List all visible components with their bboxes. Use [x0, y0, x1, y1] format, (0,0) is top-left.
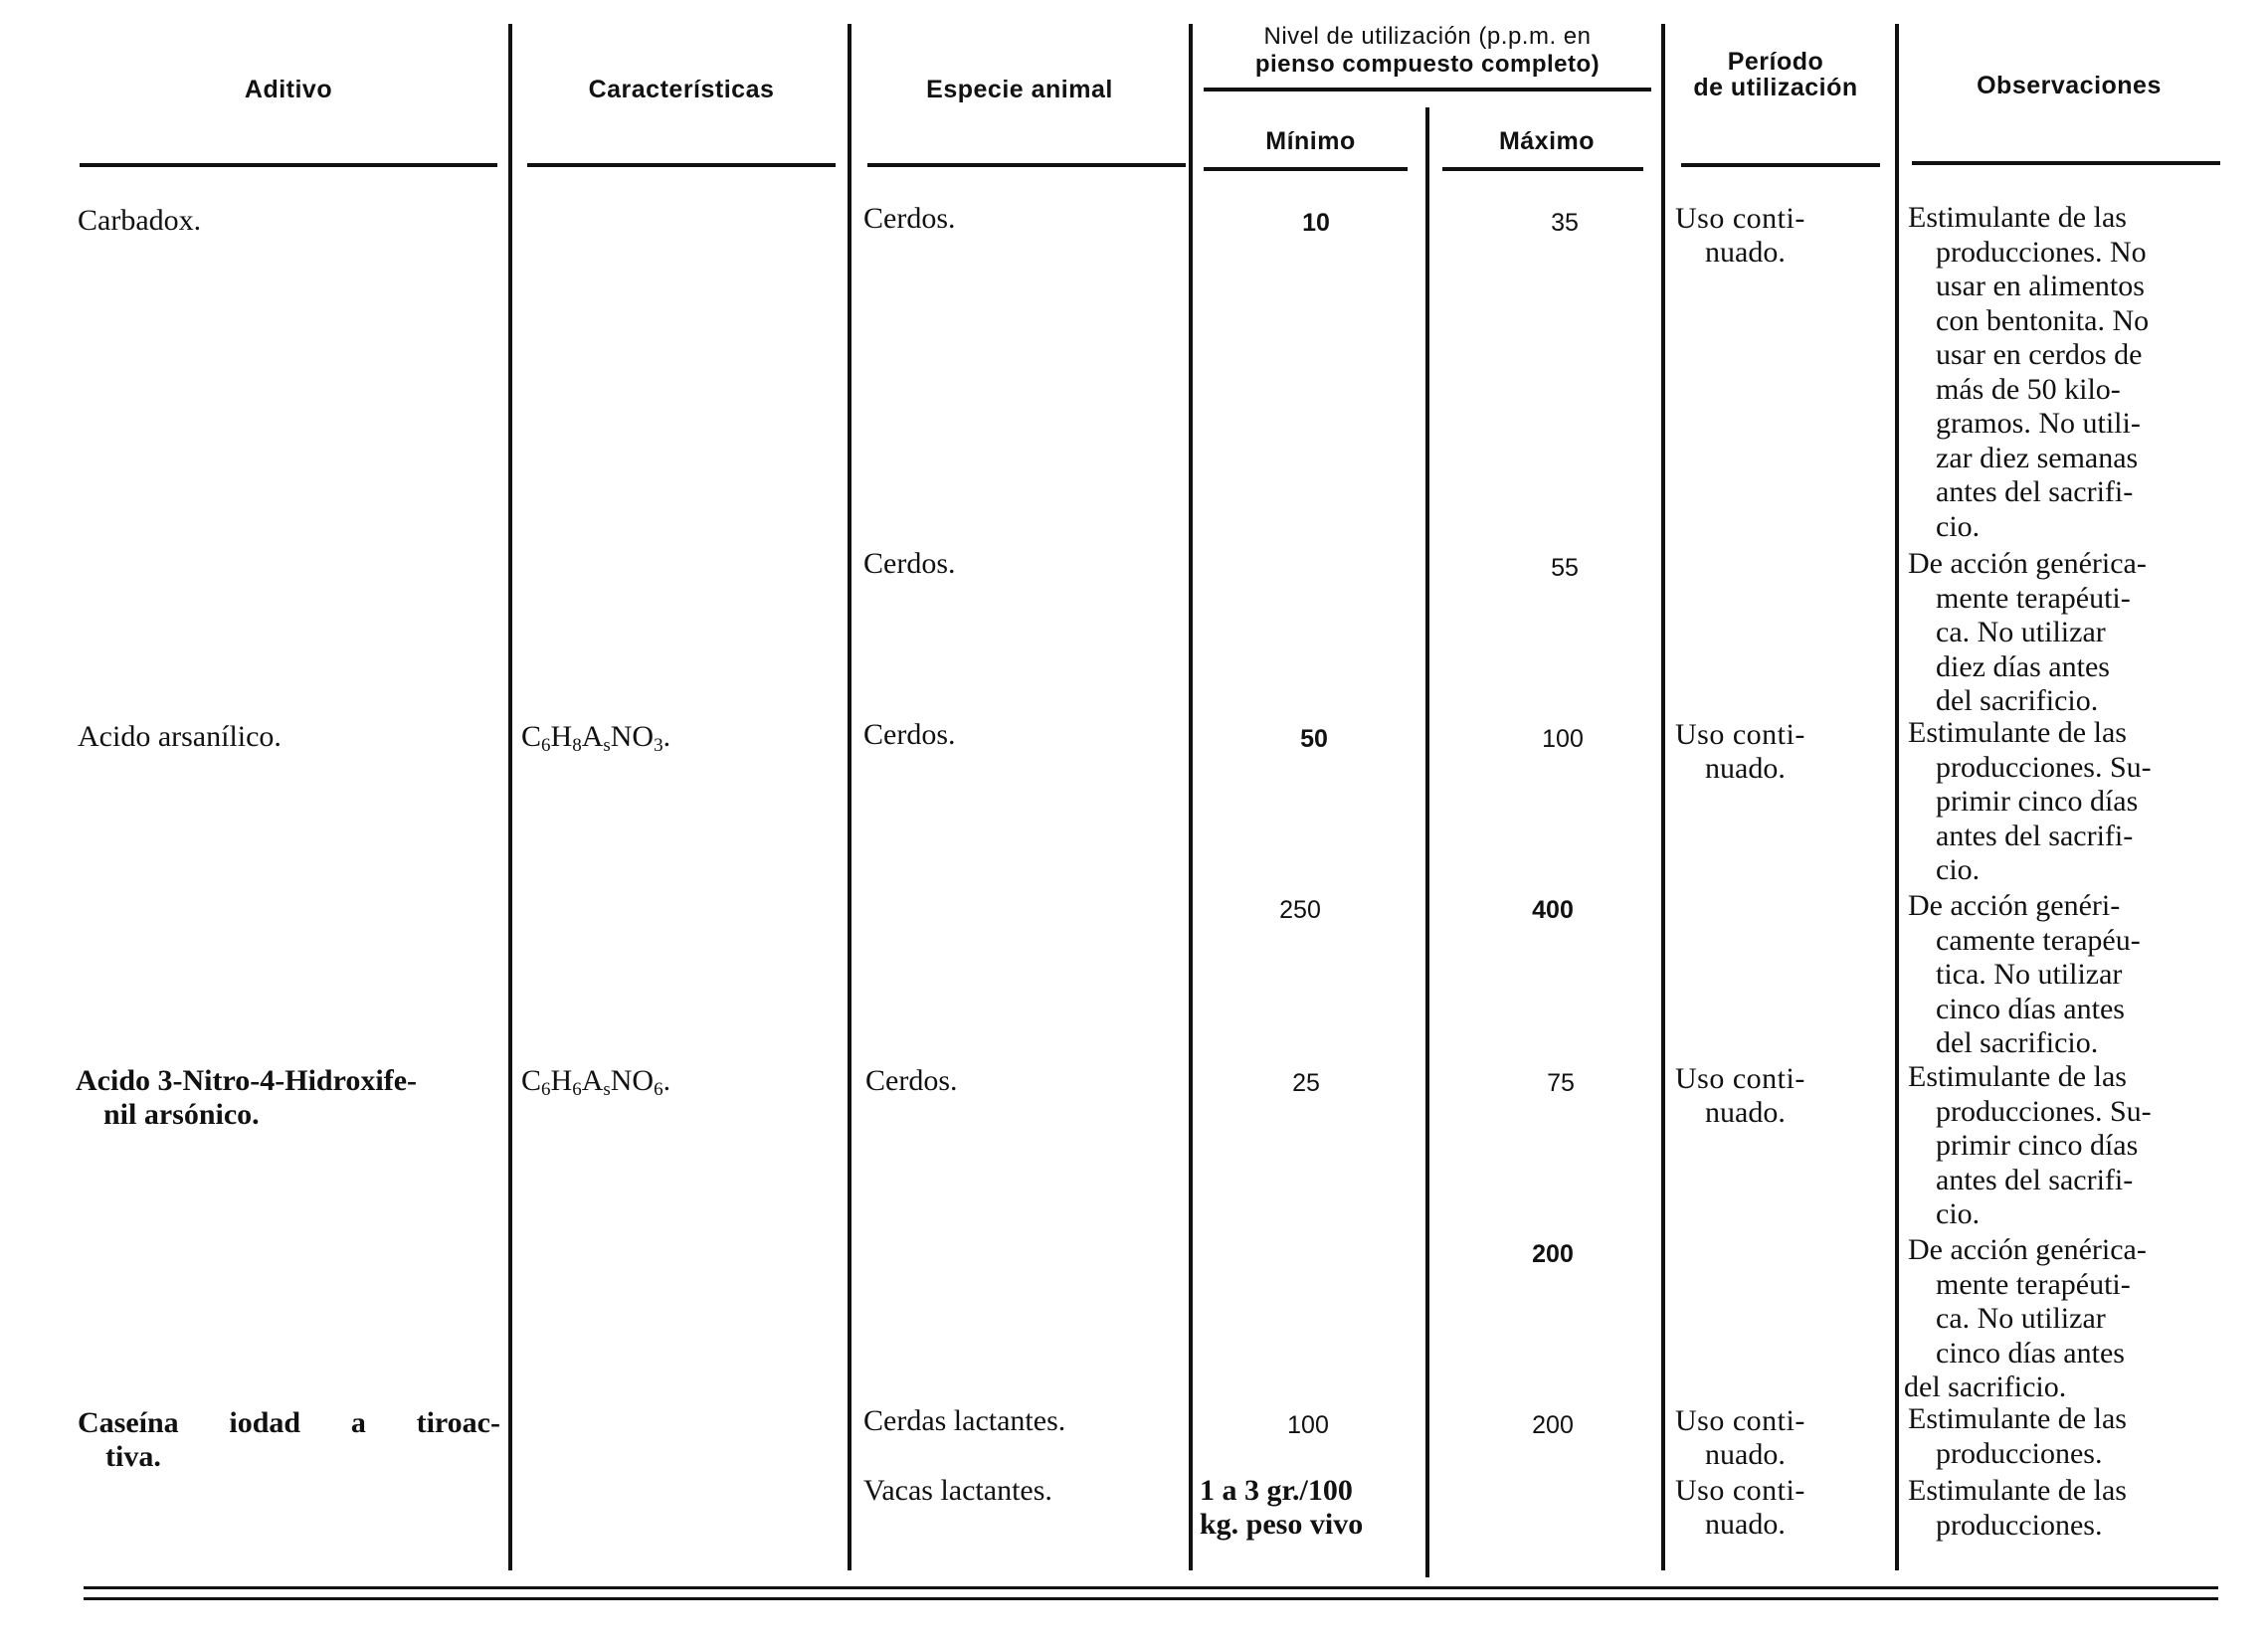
aditivo-acido-nitro [76, 1064, 498, 1132]
header-rule [1681, 163, 1880, 167]
periodo-cell [1675, 202, 1884, 270]
obs-line: usar en alimentos [1936, 270, 2145, 302]
periodo-cell [1675, 1404, 1884, 1472]
formula-part: C [521, 720, 542, 753]
obs-line: ca. No utilizar [1936, 616, 2106, 648]
periodo-line: Uso conti- [1675, 718, 1805, 751]
aditivo-carbadox: Carbadox. [78, 204, 202, 237]
periodo-line: nuado. [1705, 236, 1786, 269]
obs-line: usar en cerdos de [1936, 338, 2143, 371]
aditivo-line: Acido 3-Nitro-4-Hidroxife- [76, 1064, 417, 1097]
obs-line: mente terapéuti- [1936, 581, 2131, 615]
aditivo-line: Caseína iodad a tiroac- [78, 1406, 500, 1439]
maximo-cell: 400 [1532, 896, 1574, 924]
header-rule [1204, 88, 1651, 91]
observaciones-cell [1904, 1233, 2220, 1405]
column-rule [848, 24, 851, 1570]
minimo-cell: 50 [1300, 725, 1328, 753]
formula-part: H [550, 1064, 573, 1097]
formula-part: NO [610, 720, 655, 753]
periodo-line: nuado. [1705, 1096, 1786, 1129]
obs-line: Estimulante de las [1908, 716, 2127, 749]
observaciones-cell [1908, 716, 2224, 888]
header-rule [1912, 161, 2220, 165]
header-maximo: Máximo [1498, 127, 1596, 155]
especie-cell: Cerdos. [863, 202, 956, 235]
bottom-rule [84, 1586, 2218, 1589]
especie-cell: Cerdos. [865, 1064, 958, 1097]
obs-line: De acción genérica- [1908, 547, 2147, 580]
maximo-cell: 55 [1551, 554, 1579, 582]
observaciones-cell [1908, 1402, 2224, 1471]
header-caracteristicas: Características [588, 76, 775, 103]
periodo-cell [1675, 1062, 1884, 1130]
aditivo-line: nil arsónico. [103, 1098, 260, 1131]
formula-sub: 8 [572, 735, 582, 756]
obs-line: ca. No utilizar [1936, 1302, 2106, 1335]
formula-part: A [581, 1064, 604, 1097]
header-minimo: Mínimo [1265, 127, 1356, 155]
obs-line: Estimulante de las [1908, 1060, 2127, 1093]
obs-line: antes del sacrifi- [1936, 819, 2134, 852]
obs-line: del sacrificio. [1904, 1371, 2067, 1403]
obs-line: antes del sacrifi- [1936, 475, 2134, 508]
formula-sub: 6 [541, 735, 551, 756]
obs-line: tica. No utilizar [1936, 958, 2123, 991]
obs-line: del sacrificio. [1936, 684, 2099, 717]
obs-line: De acción genérica- [1908, 1233, 2147, 1266]
obs-line: producciones. [1936, 1436, 2103, 1470]
formula-cell [521, 720, 670, 754]
formula-sub: 6 [541, 1079, 551, 1100]
periodo-line: nuado. [1705, 752, 1786, 785]
formula-part: . [662, 1064, 671, 1097]
periodo-line: Uso conti- [1675, 202, 1805, 235]
obs-line: producciones. Su- [1936, 1094, 2152, 1128]
obs-line: producciones. No [1936, 235, 2147, 269]
minimo-cell-text [1200, 1474, 1423, 1542]
column-rule [1661, 24, 1665, 1570]
obs-line: cio. [1936, 509, 1981, 543]
obs-line: cio. [1936, 1197, 1981, 1230]
column-rule [1425, 107, 1429, 1577]
observaciones-cell [1908, 1060, 2224, 1232]
aditivo-acido-arsanilico: Acido arsanílico. [78, 720, 282, 753]
column-rule [508, 24, 512, 1570]
header-periodo-line1: Período [1727, 48, 1824, 76]
obs-line: cinco días antes [1936, 992, 2125, 1025]
periodo-cell [1675, 718, 1884, 786]
especie-cell: Cerdos. [863, 718, 956, 751]
header-aditivo: Aditivo [244, 76, 333, 103]
obs-line: Estimulante de las [1908, 1474, 2127, 1507]
obs-line: gramos. No utili- [1936, 407, 2141, 440]
formula-cell [521, 1064, 670, 1098]
formula-sub: s [603, 735, 611, 756]
minimo-cell: 250 [1279, 896, 1321, 924]
minimo-line: kg. peso vivo [1200, 1508, 1364, 1541]
obs-line: primir cinco días [1936, 785, 2139, 818]
header-rule [1442, 167, 1643, 171]
header-nivel-line2: pienso compuesto completo) [1254, 51, 1601, 78]
maximo-cell: 35 [1551, 209, 1579, 237]
obs-line: Estimulante de las [1908, 1402, 2127, 1435]
obs-line: primir cinco días [1936, 1129, 2139, 1162]
formula-part: NO [610, 1064, 655, 1097]
header-especie: Especie animal [926, 76, 1113, 103]
header-rule [1204, 167, 1408, 171]
especie-cell: Vacas lactantes. [863, 1474, 1052, 1507]
obs-line: producciones. Su- [1936, 750, 2152, 784]
header-rule [867, 163, 1186, 167]
formula-part: H [550, 720, 573, 753]
maximo-cell: 75 [1547, 1069, 1575, 1097]
minimo-cell: 10 [1302, 209, 1330, 237]
formula-part: A [581, 720, 604, 753]
maximo-cell: 200 [1532, 1240, 1574, 1268]
aditivo-caseina [78, 1406, 500, 1474]
obs-line: zar diez semanas [1936, 441, 2139, 474]
obs-line: Estimulante de las [1908, 201, 2127, 234]
observaciones-cell [1908, 889, 2224, 1061]
minimo-line: 1 a 3 gr./100 [1200, 1474, 1353, 1507]
obs-line: camente terapéu- [1936, 923, 2141, 957]
periodo-line: Uso conti- [1675, 1474, 1805, 1507]
obs-line: De acción genéri- [1908, 889, 2121, 922]
periodo-line: Uso conti- [1675, 1404, 1805, 1437]
obs-line: antes del sacrifi- [1936, 1163, 2134, 1196]
maximo-cell: 200 [1532, 1411, 1574, 1439]
header-nivel-line1: Nivel de utilización (p.p.m. en [1263, 23, 1592, 50]
aditivo-line: tiva. [105, 1440, 161, 1473]
obs-line: cinco días antes [1936, 1336, 2125, 1370]
header-observaciones: Observaciones [1977, 72, 2162, 99]
obs-line: mente terapéuti- [1936, 1267, 2131, 1301]
observaciones-cell [1908, 1474, 2224, 1543]
periodo-line: Uso conti- [1675, 1062, 1805, 1095]
especie-cell: Cerdas lactantes. [863, 1404, 1066, 1437]
periodo-cell [1675, 1474, 1884, 1542]
formula-sub: 3 [654, 735, 663, 756]
minimo-cell: 100 [1287, 1411, 1329, 1439]
minimo-cell: 25 [1292, 1069, 1320, 1097]
obs-line: producciones. [1936, 1508, 2103, 1542]
column-rule [1895, 24, 1899, 1570]
formula-sub: s [603, 1079, 611, 1100]
header-rule [527, 163, 836, 167]
header-periodo-line2: de utilización [1693, 74, 1858, 101]
obs-line: más de 50 kilo- [1936, 372, 2121, 406]
formula-sub: 6 [572, 1079, 582, 1100]
obs-line: cio. [1936, 853, 1981, 886]
bottom-rule [84, 1597, 2218, 1600]
obs-line: con bentonita. No [1936, 303, 2150, 337]
formula-part: . [662, 720, 671, 753]
especie-cell: Cerdos. [863, 547, 956, 580]
obs-line: del sacrificio. [1936, 1026, 2099, 1059]
obs-line: diez días antes [1936, 649, 2110, 683]
observaciones-cell [1908, 201, 2224, 544]
periodo-line: nuado. [1705, 1508, 1786, 1541]
periodo-line: nuado. [1705, 1438, 1786, 1471]
column-rule [1189, 24, 1193, 1570]
observaciones-cell [1908, 547, 2224, 719]
formula-sub: 6 [654, 1079, 663, 1100]
formula-part: C [521, 1064, 542, 1097]
header-rule [80, 163, 497, 167]
maximo-cell: 100 [1542, 725, 1584, 753]
